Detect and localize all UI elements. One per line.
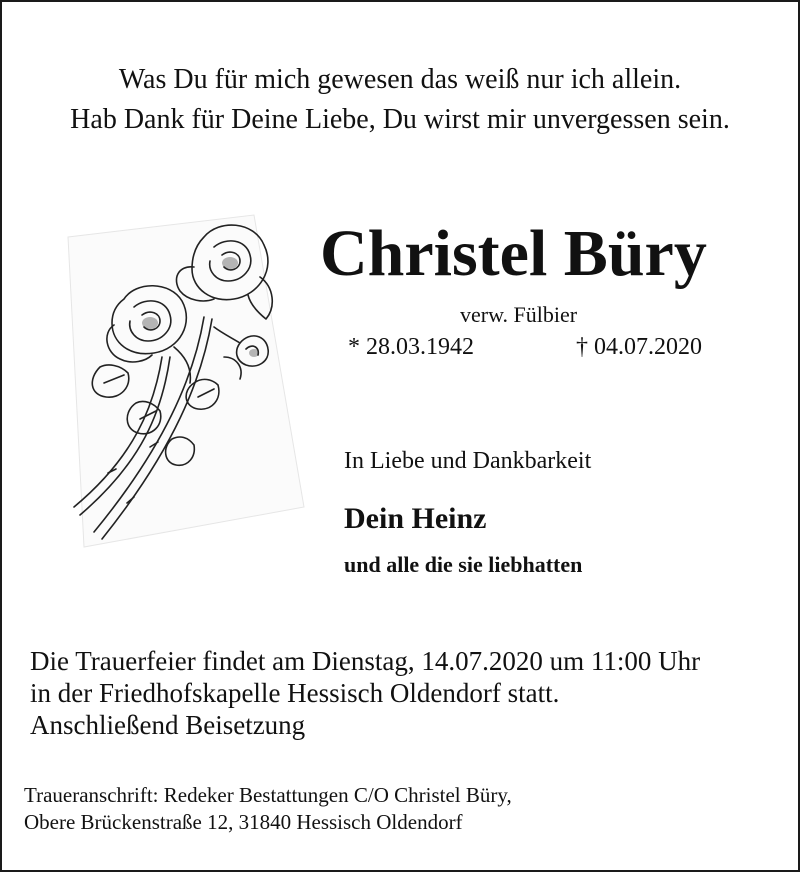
- service-line-2: in der Friedhofskapelle Hessisch Oldendorf statt.: [30, 678, 560, 708]
- address-line-1: Traueranschrift: Redeker Bestattungen C/O Christel Büry,: [24, 783, 512, 807]
- service-line-1: Die Trauerfeier findet am Dienstag, 14.07.2020 um 11:00 Uhr: [30, 646, 701, 676]
- death-date: † 04.07.2020: [576, 334, 702, 360]
- deceased-name: Christel Büry: [320, 217, 707, 290]
- mourners-others: und alle die sie liebhatten: [344, 552, 583, 577]
- maiden-name: verw. Fülbier: [460, 302, 578, 327]
- poem-line-1: Was Du für mich gewesen das weiß nur ich allein.: [118, 64, 682, 95]
- roses-illustration-icon: [54, 207, 314, 552]
- mourning-address: [24, 782, 512, 836]
- memorial-poem: [2, 60, 798, 140]
- poem-line-2: Hab Dank für Deine Liebe, Du wirst mir unvergessen sein.: [70, 104, 730, 135]
- mourner-signer: Dein Heinz: [344, 502, 487, 535]
- mourners-intro: In Liebe und Dankbarkeit: [344, 448, 592, 474]
- birth-date: * 28.03.1942: [348, 334, 474, 360]
- funeral-service-info: [30, 645, 700, 741]
- address-line-2: Obere Brückenstraße 12, 31840 Hessisch Oldendorf: [24, 810, 463, 834]
- service-line-3: Anschließend Beisetzung: [30, 710, 306, 740]
